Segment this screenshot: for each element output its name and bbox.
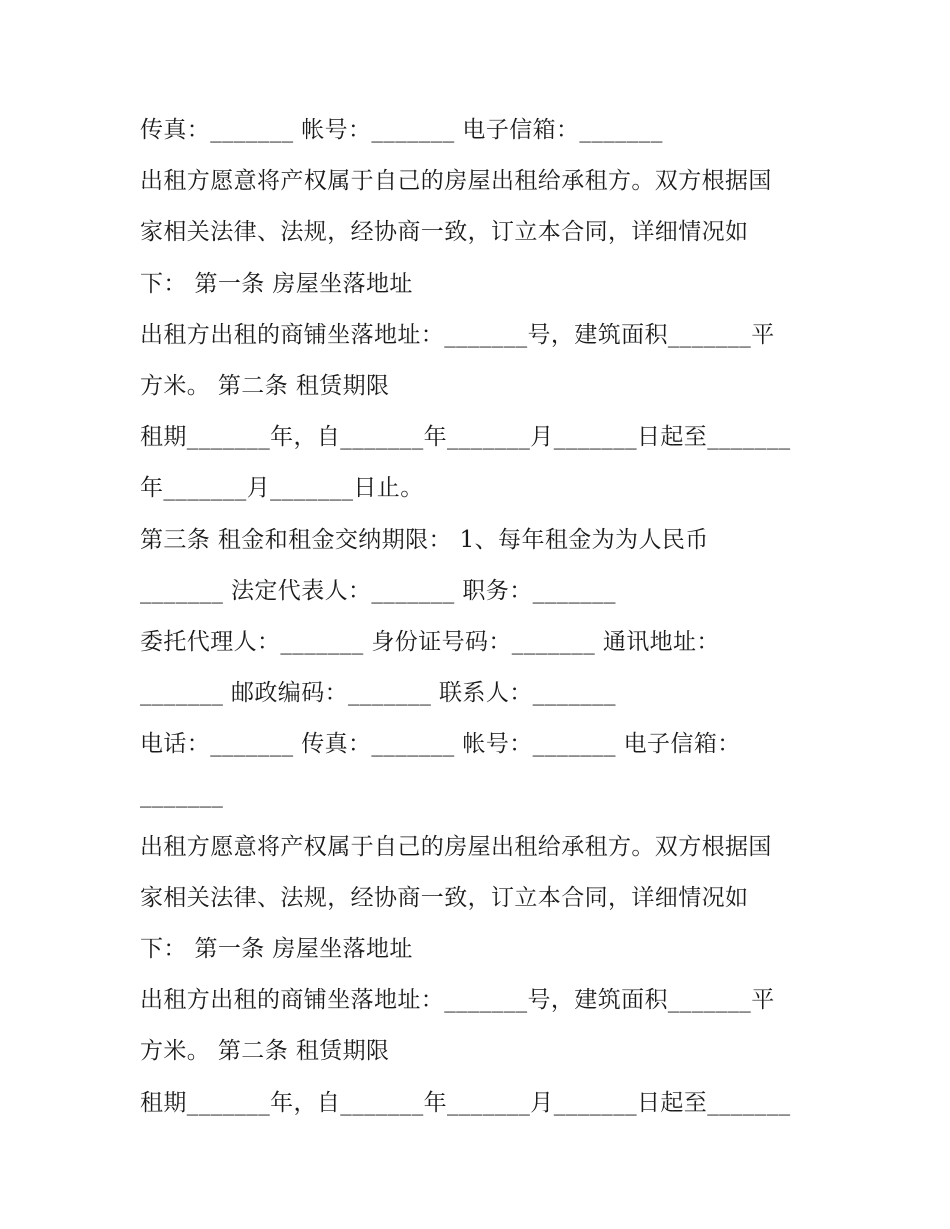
text-line: 方米。 第二条 租赁期限 xyxy=(140,372,390,399)
text-line: 年_______月_______日止。 xyxy=(140,475,424,502)
text-line: 下： 第一条 房屋坐落地址 xyxy=(140,270,413,297)
text-line: 委托代理人：_______ 身份证号码：_______ 通讯地址： xyxy=(140,628,720,655)
text-line: 家相关法律、法规，经协商一致，订立本合同，详细情况如 xyxy=(140,884,749,911)
text-line: _______ 邮政编码：_______ 联系人：_______ xyxy=(140,680,616,707)
text-line: 方米。 第二条 租赁期限 xyxy=(140,1038,390,1065)
text-line: 出租方出租的商铺坐落地址：_______号，建筑面积_______平 xyxy=(140,321,775,348)
text-line: 出租方出租的商铺坐落地址：_______号，建筑面积_______平 xyxy=(140,987,775,1014)
text-line: _______ xyxy=(140,782,224,809)
text-line: 出租方愿意将产权属于自己的房屋出租给承租方。双方根据国 xyxy=(140,168,772,195)
text-line: 家相关法律、法规，经协商一致，订立本合同，详细情况如 xyxy=(140,219,749,246)
text-line: 租期_______年，自_______年_______月_______日起至_______ xyxy=(140,1089,791,1116)
text-line: 传真：_______ 帐号：_______ 电子信箱：_______ xyxy=(140,117,663,143)
document-body xyxy=(140,105,820,1129)
text-line: 第三条 租金和租金交纳期限： 1、每年租金为为人民币 xyxy=(140,526,709,553)
text-line: 电话：_______ 传真：_______ 帐号：_______ 电子信箱： xyxy=(140,731,741,758)
text-line: 租期_______年，自_______年_______月_______日起至_______ xyxy=(140,424,791,451)
text-line: 出租方愿意将产权属于自己的房屋出租给承租方。双方根据国 xyxy=(140,833,772,860)
text-line: _______ 法定代表人：_______ 职务：_______ xyxy=(140,577,616,604)
text-line: 下： 第一条 房屋坐落地址 xyxy=(140,936,413,962)
